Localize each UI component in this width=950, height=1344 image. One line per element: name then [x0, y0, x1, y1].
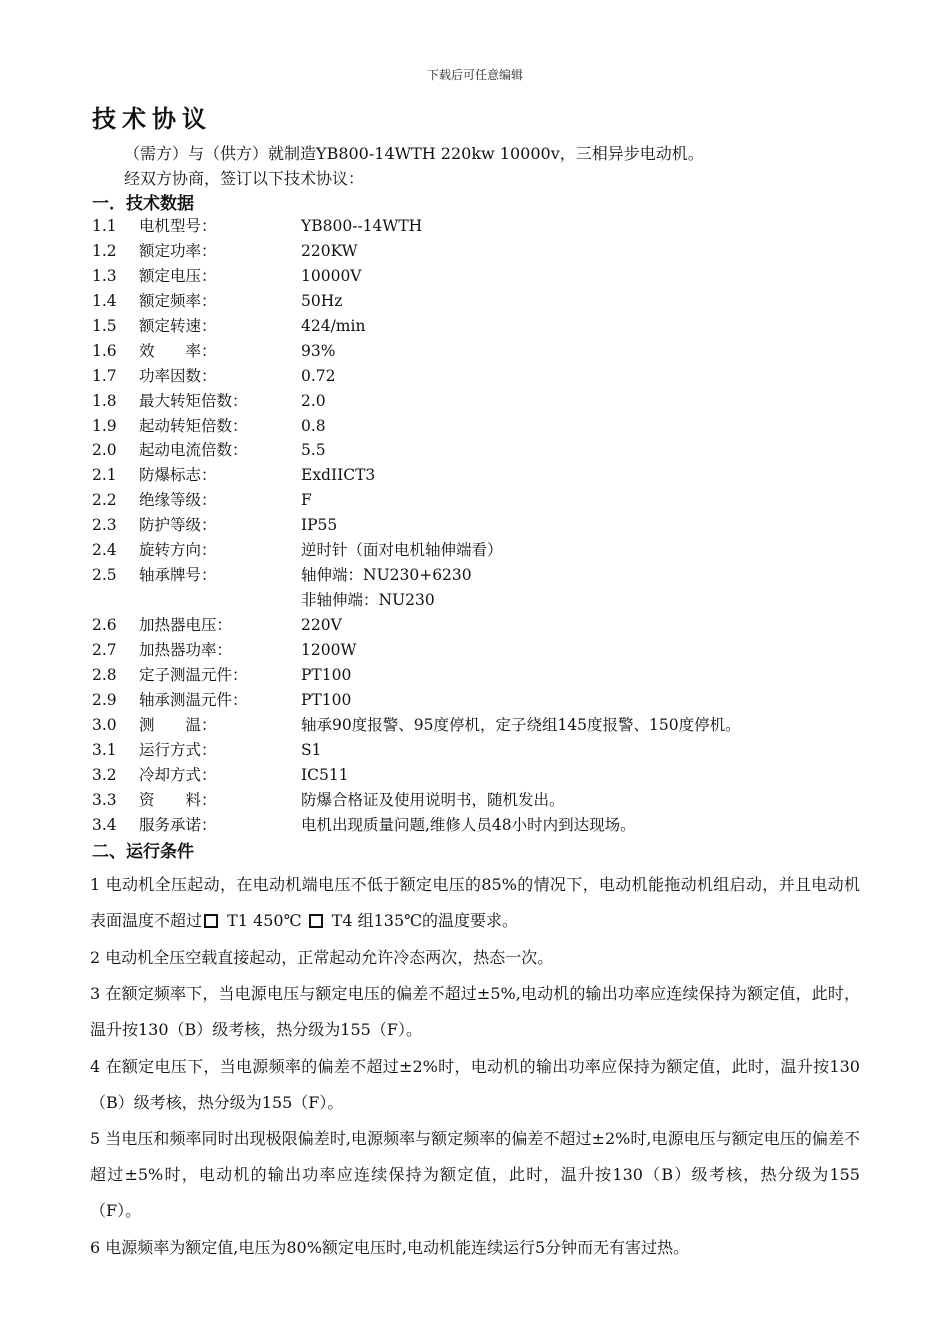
- spec-value: 轴伸端：NU230+6230: [301, 566, 472, 585]
- spec-number: 3.2: [92, 765, 117, 784]
- section-2-heading: 二、运行条件: [92, 842, 194, 862]
- spec-number: 2.2: [92, 491, 117, 510]
- spec-value: F: [301, 491, 312, 510]
- spec-value: PT100: [301, 690, 352, 709]
- spec-label: 资 料：: [139, 790, 217, 809]
- spec-value: 电机出现质量问题,维修人员48小时内到达现场。: [301, 815, 636, 834]
- spec-row: [92, 488, 892, 513]
- condition-item: [90, 867, 860, 939]
- condition-text: 1 电动机全压起动，在电动机端电压不低于额定电压的85%的情况下，电动机能拖动机组启动，并且电动机表面温度不超过: [90, 875, 860, 930]
- condition-item: 5 当电压和频率同时出现极限偏差时,电源频率与额定频率的偏差不超过±2%时,电源电压与额定电压的偏差不超过±5%时，电动机的输出功率应连续保持为额定值，此时，温升按130（B）级考核，热分级为155（F）。: [90, 1129, 860, 1220]
- spec-label: 冷却方式：: [139, 765, 217, 784]
- spec-row: [92, 638, 892, 663]
- spec-row: [92, 364, 892, 389]
- spec-row: [92, 463, 892, 488]
- condition-text: T1 450℃: [222, 911, 307, 930]
- spec-label: 服务承诺：: [139, 815, 217, 834]
- spec-number: 1.1: [92, 217, 117, 235]
- spec-value: 非轴伸端：NU230: [301, 591, 435, 610]
- spec-label: 额定转速：: [139, 316, 217, 335]
- spec-row: [92, 513, 892, 538]
- spec-value: 防爆合格证及使用说明书，随机发出。: [301, 790, 565, 809]
- spec-number: 2.1: [92, 466, 117, 485]
- spec-number: 2.5: [92, 566, 117, 585]
- spec-value: 10000V: [301, 266, 362, 285]
- spec-label: 加热器电压：: [139, 616, 233, 634]
- condition-item: 3 在额定频率下，当电源电压与额定电压的偏差不超过±5%,电动机的输出功率应连续保持为额定值，此时，温升按130（B）级考核，热分级为155（F）。: [90, 984, 860, 1039]
- checkbox-icon[interactable]: [204, 914, 218, 928]
- spec-label: 运行方式：: [139, 740, 217, 759]
- spec-number: 1.7: [92, 366, 117, 385]
- page-title: 技术协议: [92, 105, 212, 133]
- spec-label: 额定频率：: [139, 291, 217, 310]
- spec-number: 1.3: [92, 266, 117, 285]
- spec-row: [92, 314, 892, 339]
- spec-value: 93%: [301, 341, 336, 360]
- spec-row: [92, 264, 892, 289]
- spec-row: [92, 563, 892, 588]
- spec-value: IC511: [301, 765, 349, 784]
- spec-label: 防爆标志：: [139, 466, 217, 485]
- spec-value: 逆时针（面对电机轴伸端看）: [301, 541, 503, 560]
- spec-value: IP55: [301, 516, 338, 535]
- spec-row: [92, 788, 892, 813]
- spec-value: PT100: [301, 665, 352, 684]
- spec-row: [92, 414, 892, 439]
- spec-number: 2.4: [92, 541, 117, 560]
- condition-item: 4 在额定电压下，当电源频率的偏差不超过±2%时，电动机的输出功率应保持为额定值，此时，温升按130（B）级考核，热分级为155（F）。: [90, 1056, 860, 1112]
- spec-row: [92, 438, 892, 463]
- spec-label: 额定电压：: [139, 266, 217, 285]
- spec-label: 效 率：: [139, 341, 217, 360]
- spec-row: [92, 813, 892, 838]
- spec-row: [92, 389, 892, 414]
- spec-list: [92, 214, 892, 837]
- condition-text: T4 组135℃的温度要求。: [326, 911, 519, 930]
- checkbox-icon[interactable]: [309, 914, 323, 928]
- spec-row: [92, 214, 892, 239]
- spec-label: 轴承测温元件：: [139, 690, 248, 709]
- spec-number: 1.6: [92, 341, 117, 360]
- spec-number: 1.9: [92, 416, 117, 435]
- section-1-heading: 一．技术数据: [92, 194, 194, 214]
- spec-label: 功率因数：: [139, 366, 217, 385]
- spec-row: [92, 289, 892, 314]
- spec-number: 2.6: [92, 616, 117, 634]
- spec-label: 加热器功率：: [139, 640, 233, 659]
- spec-number: 2.7: [92, 640, 117, 659]
- spec-number: 3.1: [92, 740, 117, 759]
- spec-number: 3.4: [92, 815, 117, 834]
- spec-value: 424/min: [301, 316, 366, 335]
- spec-row: [92, 339, 892, 364]
- spec-number: 3.3: [92, 790, 117, 809]
- spec-number: 1.8: [92, 391, 117, 410]
- spec-value: 轴承90度报警、95度停机，定子绕组145度报警、150度停机。: [301, 715, 741, 734]
- spec-number: 1.2: [92, 241, 117, 260]
- spec-number: 2.3: [92, 516, 117, 535]
- spec-label: 电机型号：: [139, 217, 217, 235]
- intro-line-1: （需方）与（供方）就制造YB800-14WTH 220kw 10000v，三相异步电动机。: [124, 144, 704, 163]
- spec-value: YB800--14WTH: [301, 217, 423, 235]
- spec-number: 2.9: [92, 690, 117, 709]
- spec-number: 2.8: [92, 665, 117, 684]
- condition-item: 6 电源频率为额定值,电压为80%额定电压时,电动机能连续运行5分钟而无有害过热。: [90, 1237, 690, 1257]
- spec-row: [92, 588, 892, 613]
- spec-row: [92, 613, 892, 638]
- spec-number: 2.0: [92, 441, 117, 460]
- spec-value: 220V: [301, 616, 342, 634]
- spec-value: 50Hz: [301, 291, 343, 310]
- spec-row: [92, 688, 892, 713]
- spec-label: 旋转方向：: [139, 541, 217, 560]
- spec-label: 起动转矩倍数：: [139, 416, 248, 435]
- header-note: 下载后可任意编辑: [426, 68, 523, 82]
- spec-value: 0.8: [301, 416, 326, 435]
- spec-row: [92, 713, 892, 738]
- spec-row: [92, 738, 892, 763]
- spec-value: ExdIICT3: [301, 466, 376, 485]
- spec-number: 1.5: [92, 316, 117, 335]
- spec-label: 最大转矩倍数：: [139, 391, 248, 410]
- condition-item: 2 电动机全压空载直接起动，正常起动允许冷态两次，热态一次。: [90, 947, 554, 967]
- spec-value: 2.0: [301, 391, 326, 410]
- spec-label: 防护等级：: [139, 516, 217, 535]
- spec-number: 1.4: [92, 291, 117, 310]
- spec-row: [92, 239, 892, 264]
- spec-value: 1200W: [301, 640, 357, 659]
- spec-value: S1: [301, 740, 322, 759]
- spec-label: 额定功率：: [139, 241, 217, 260]
- spec-value: 220KW: [301, 241, 358, 260]
- spec-label: 起动电流倍数：: [139, 441, 248, 460]
- spec-label: 定子测温元件：: [139, 665, 248, 684]
- spec-label: 测 温：: [139, 715, 217, 734]
- spec-row: [92, 763, 892, 788]
- spec-row: [92, 663, 892, 688]
- spec-value: 0.72: [301, 366, 336, 385]
- spec-row: [92, 538, 892, 563]
- condition-list: [90, 867, 860, 1266]
- intro-line-2: 经双方协商，签订以下技术协议：: [124, 169, 365, 188]
- spec-number: 3.0: [92, 715, 117, 734]
- spec-value: 5.5: [301, 441, 326, 460]
- spec-label: 绝缘等级：: [139, 491, 217, 510]
- spec-label: 轴承牌号：: [139, 566, 217, 585]
